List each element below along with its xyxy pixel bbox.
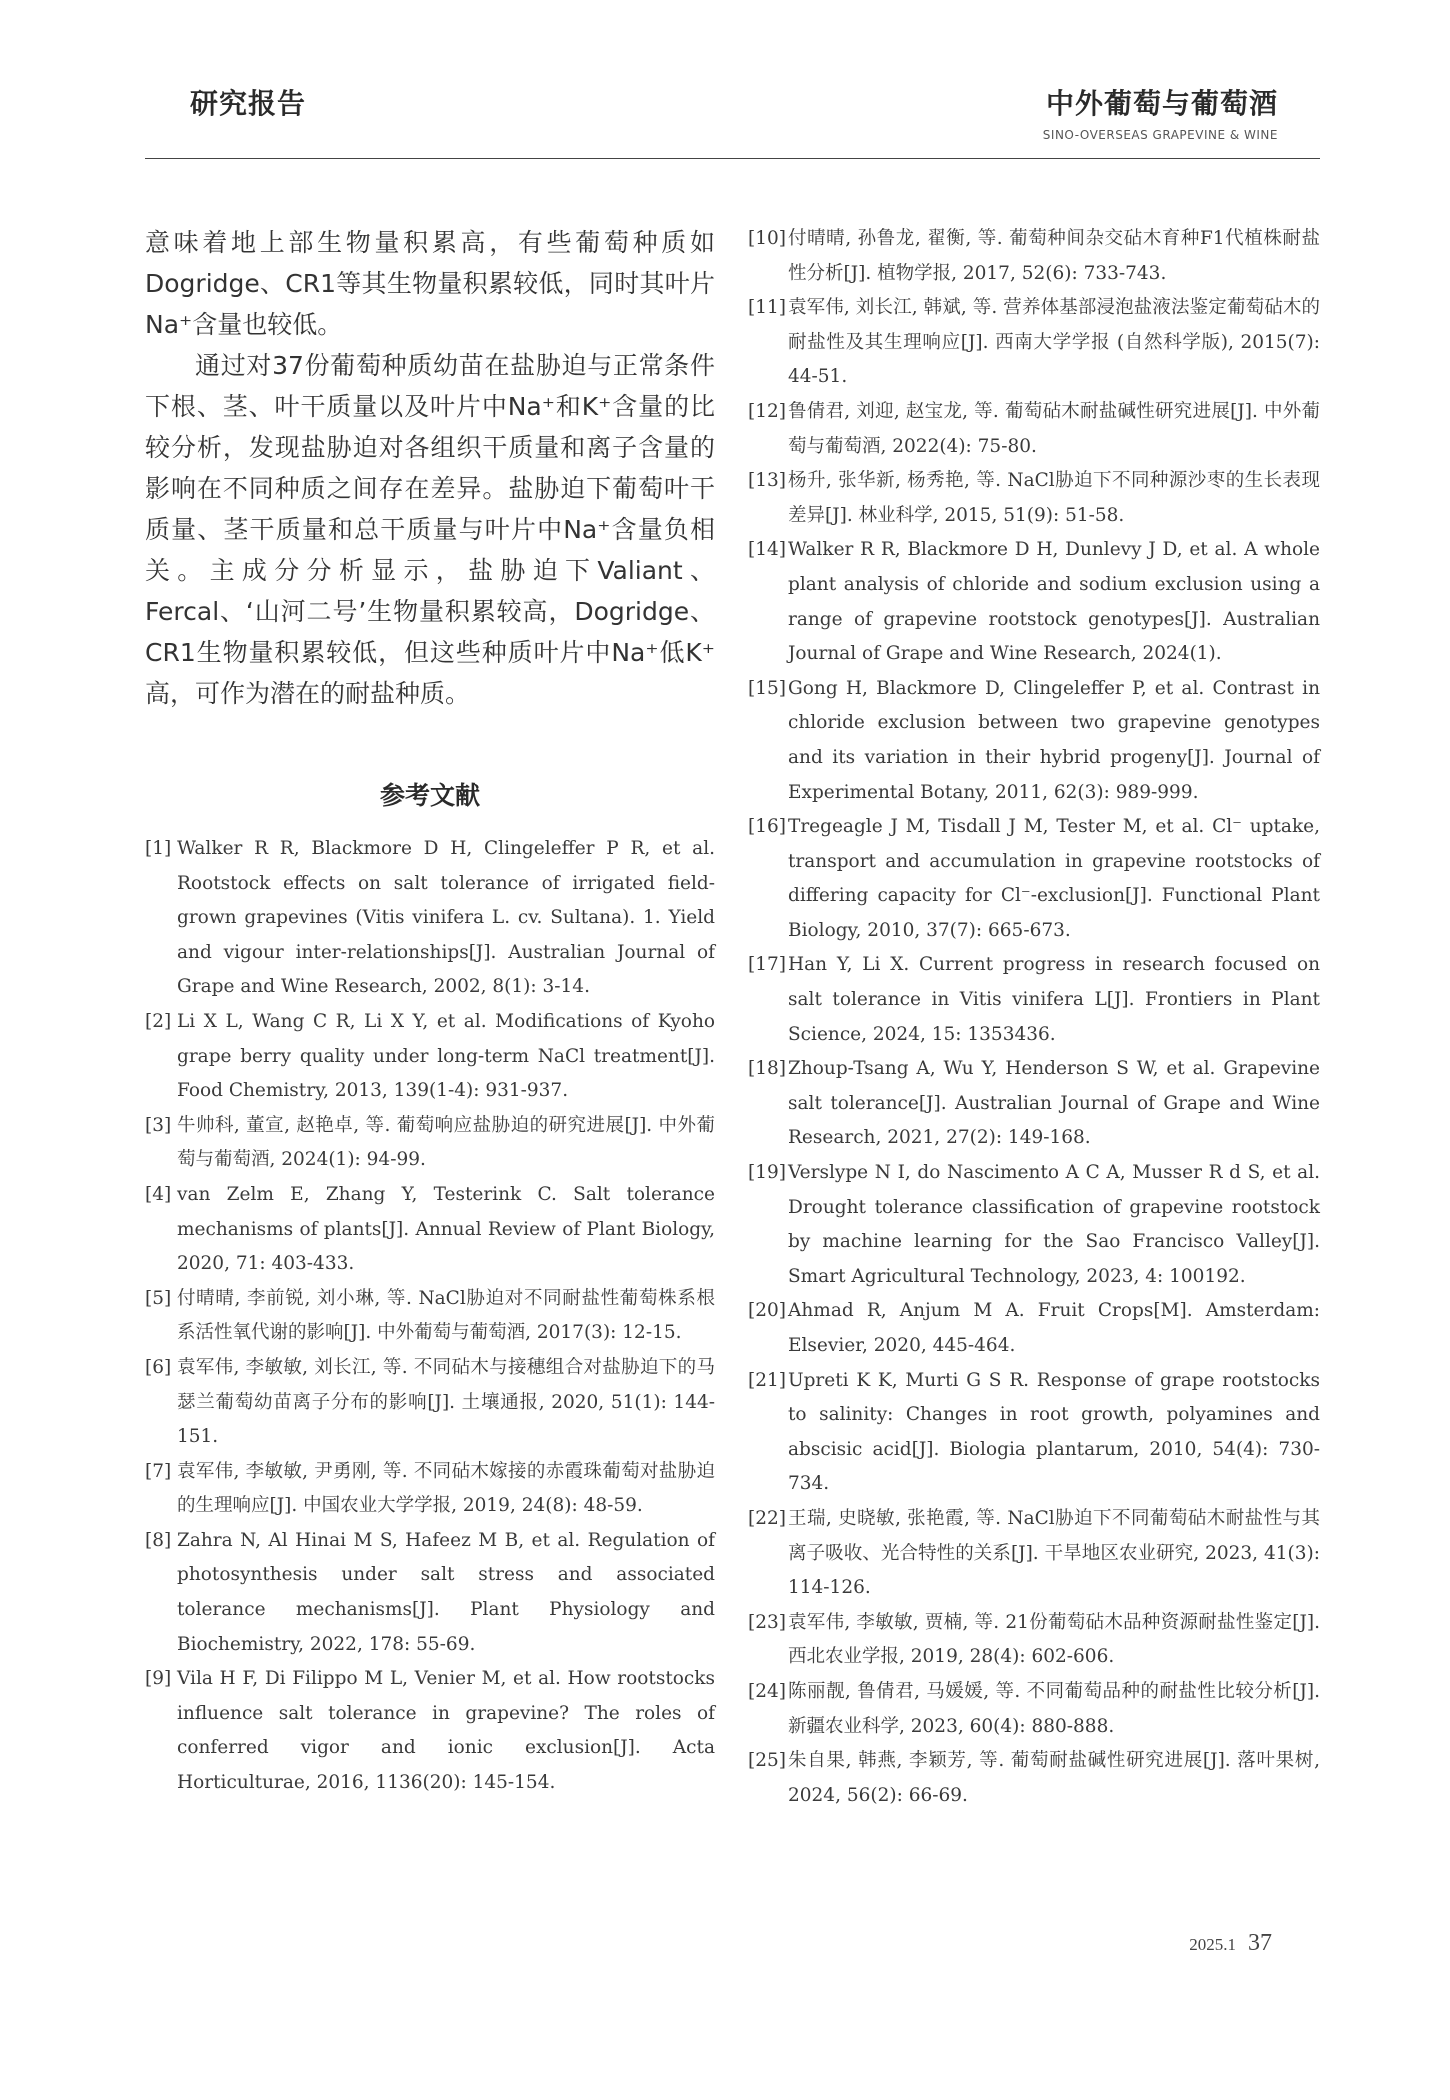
reference-number: [24]: [748, 1680, 786, 1702]
reference-text: Zhoup-Tsang A, Wu Y, Henderson S W, et al. Grapevine salt tolerance[J]. Australian Journal of Grape and Wine Research, 2021, 27(2): 149-168.: [788, 1058, 1320, 1149]
reference-item: [748, 1156, 1320, 1294]
reference-number: [12]: [748, 400, 786, 422]
reference-text: Zahra N, Al Hinai M S, Hafeez M B, et al. Regulation of photosynthesis under salt stress and associated tolerance mechanisms[J]. Plant Physiology and Biochemistry, 2022, 178: 55-69.: [177, 1529, 715, 1655]
reference-text: 袁军伟, 李敏敏, 贾楠, 等. 21份葡萄砧木品种资源耐盐性鉴定[J]. 西北农业学报, 2019, 28(4): 602-606.: [788, 1611, 1320, 1668]
reference-number: [18]: [748, 1058, 786, 1080]
references-heading: 参考文献: [379, 781, 480, 810]
reference-number: [22]: [748, 1507, 786, 1529]
issue-label: 2025.1: [1189, 1935, 1236, 1954]
reference-item: [748, 1052, 1320, 1156]
reference-number: [13]: [748, 470, 786, 492]
reference-text: 付晴晴, 李前锐, 刘小琳, 等. NaCl胁迫对不同耐盐性葡萄株系根系活性氧代谢的影响[J]. 中外葡萄与葡萄酒, 2017(3): 12-15.: [177, 1287, 715, 1344]
reference-text: 朱自果, 韩燕, 李颖芳, 等. 葡萄耐盐碱性研究进展[J]. 落叶果树, 2024, 56(2): 66-69.: [788, 1750, 1320, 1806]
left-column: [145, 222, 715, 1801]
reference-number: [21]: [748, 1369, 786, 1391]
reference-item: [145, 1662, 715, 1800]
reference-item: [748, 672, 1320, 810]
references-list-left: [145, 832, 715, 1801]
reference-text: Verslype N I, do Nascimento A C A, Musser R d S, et al. Drought tolerance classification of grapevine rootstock by machine learning for the Sao Francisco Valley[J]. Smart Agricultural Technology, 2023, 4: 100192.: [788, 1162, 1320, 1287]
reference-number: [6]: [145, 1356, 172, 1378]
reference-number: [10]: [748, 228, 786, 249]
reference-item: [748, 1744, 1320, 1813]
reference-item: [145, 1524, 715, 1662]
reference-text: Gong H, Blackmore D, Clingeleffer P, et al. Contrast in chloride exclusion between two grapevine genotypes and its variation in their hybrid progeny[J]. Journal of Experimental Botany, 2011, 62(3): 989-999.: [788, 677, 1320, 803]
reference-text: 袁军伟, 李敏敏, 尹勇刚, 等. 不同砧木嫁接的赤霞珠葡萄对盐胁迫的生理响应[J]. 中国农业大学学报, 2019, 24(8): 48-59.: [177, 1460, 715, 1517]
reference-number: [2]: [145, 1010, 172, 1032]
references-list-right: [748, 222, 1320, 1813]
reference-number: [4]: [145, 1183, 172, 1205]
reference-item: [748, 1606, 1320, 1675]
page-number: 37: [1248, 1930, 1272, 1956]
reference-item: [145, 1178, 715, 1282]
reference-number: [3]: [145, 1114, 172, 1136]
reference-text: 王瑞, 史晓敏, 张艳霞, 等. NaCl胁迫下不同葡萄砧木耐盐性与其离子吸收、光合特性的关系[J]. 干旱地区农业研究, 2023, 41(3): 114-126.: [788, 1507, 1320, 1599]
reference-text: Han Y, Li X. Current progress in research focused on salt tolerance in Vitis vinifera L[J]. Frontiers in Plant Science, 2024, 15: 1353436.: [788, 954, 1320, 1045]
reference-item: [748, 1675, 1320, 1744]
reference-item: [748, 1294, 1320, 1363]
reference-item: [145, 1282, 715, 1351]
reference-number: [19]: [748, 1162, 786, 1184]
reference-item: [145, 1109, 715, 1178]
reference-text: Li X L, Wang C R, Li X Y, et al. Modifications of Kyoho grape berry quality under long-term NaCl treatment[J]. Food Chemistry, 2013, 139(1-4): 931-937.: [177, 1010, 715, 1102]
reference-text: 鲁倩君, 刘迎, 赵宝龙, 等. 葡萄砧木耐盐碱性研究进展[J]. 中外葡萄与葡萄酒, 2022(4): 75-80.: [788, 400, 1320, 457]
reference-item: [748, 1364, 1320, 1502]
section-label: 研究报告: [190, 87, 307, 120]
reference-number: [8]: [145, 1529, 172, 1551]
reference-text: Ahmad R, Anjum M A. Fruit Crops[M]. Amsterdam: Elsevier, 2020, 445-464.: [788, 1300, 1320, 1356]
reference-text: 袁军伟, 李敏敏, 刘长江, 等. 不同砧木与接穗组合对盐胁迫下的马瑟兰葡萄幼苗离子分布的影响[J]. 土壤通报, 2020, 51(1): 144-151.: [177, 1356, 715, 1448]
reference-text: Walker R R, Blackmore D H, Dunlevy J D, et al. A whole plant analysis of chloride and sodium exclusion using a range of grapevine rootstock genotypes[J]. Australian Journal of Grape and Wine Research, 2024(1).: [788, 539, 1320, 665]
reference-number: [16]: [748, 816, 786, 838]
reference-item: [748, 395, 1320, 464]
page-footer: [1189, 1930, 1272, 1957]
reference-item: [145, 1455, 715, 1524]
reference-number: [15]: [748, 677, 786, 699]
reference-number: [5]: [145, 1287, 172, 1309]
header-divider: [145, 158, 1320, 159]
reference-number: [1]: [145, 838, 172, 859]
reference-item: [145, 1005, 715, 1109]
reference-item: [748, 464, 1320, 533]
reference-text: 袁军伟, 刘长江, 韩斌, 等. 营养体基部浸泡盐液法鉴定葡萄砧木的耐盐性及其生理响应[J]. 西南大学学报 (自然科学版), 2015(7): 44-51.: [788, 297, 1320, 388]
reference-text: Walker R R, Blackmore D H, Clingeleffer P R, et al. Rootstock effects on salt tolerance of irrigated field-grown grapevines (Vitis vinifera L. cv. Sultana). 1. Yield and vigour inter-relationships[J]. Australian Journal of Grape and Wine Research, 2002, 8(1): 3-14.: [177, 838, 715, 998]
reference-item: [145, 1351, 715, 1455]
reference-item: [145, 832, 715, 1005]
reference-item: [748, 810, 1320, 948]
reference-number: [11]: [748, 297, 786, 319]
reference-text: 付晴晴, 孙鲁龙, 翟衡, 等. 葡萄种间杂交砧木育种F1代植株耐盐性分析[J]. 植物学报, 2017, 52(6): 733-743.: [788, 228, 1320, 284]
journal-title-en: SINO-OVERSEAS GRAPEVINE & WINE: [1042, 128, 1278, 142]
reference-number: [23]: [748, 1611, 786, 1633]
reference-item: [748, 291, 1320, 395]
reference-number: [9]: [145, 1668, 172, 1690]
body-paragraph: 意味着地上部生物量积累高，有些葡萄种质如Dogridge、CR1等其生物量积累较低，同时其叶片Na⁺含量也较低。: [145, 228, 715, 339]
right-column: [748, 222, 1320, 1813]
reference-item: [748, 948, 1320, 1052]
reference-text: 牛帅科, 董宣, 赵艳卓, 等. 葡萄响应盐胁迫的研究进展[J]. 中外葡萄与葡萄酒, 2024(1): 94-99.: [177, 1114, 715, 1171]
reference-item: [748, 222, 1320, 291]
reference-text: 杨升, 张华新, 杨秀艳, 等. NaCl胁迫下不同种源沙枣的生长表现差异[J]. 林业科学, 2015, 51(9): 51-58.: [788, 470, 1320, 526]
body-paragraph: 通过对37份葡萄种质幼苗在盐胁迫与正常条件下根、茎、叶干质量以及叶片中Na⁺和K⁺含量的比较分析，发现盐胁迫对各组织干质量和离子含量的影响在不同种质之间存在差异。盐胁迫下葡萄叶干质量、茎干质量和总干质量与叶片中Na⁺含量负相关。主成分分析显示，盐胁迫下Valiant、Fercal、‘山河二号’生物量积累较高，Dogridge、CR1生物量积累较低，但这些种质叶片中Na⁺低K⁺高，可作为潜在的耐盐种质。: [145, 351, 715, 708]
reference-item: [748, 1502, 1320, 1606]
reference-text: van Zelm E, Zhang Y, Testerink C. Salt tolerance mechanisms of plants[J]. Annual Review of Plant Biology, 2020, 71: 403-433.: [177, 1183, 715, 1275]
reference-text: Tregeagle J M, Tisdall J M, Tester M, et al. Cl⁻ uptake, transport and accumulation in grapevine rootstocks of differing capacity for Cl⁻-exclusion[J]. Functional Plant Biology, 2010, 37(7): 665-673.: [788, 816, 1320, 941]
reference-number: [14]: [748, 539, 786, 561]
journal-header: [1043, 82, 1278, 142]
reference-number: [20]: [748, 1300, 786, 1322]
reference-text: Vila H F, Di Filippo M L, Venier M, et al. How rootstocks influence salt tolerance in grapevine? The roles of conferred vigor and ionic exclusion[J]. Acta Horticulturae, 2016, 1136(20): 145-154.: [177, 1668, 715, 1794]
journal-title-cn: 中外葡萄与葡萄酒: [1045, 87, 1278, 120]
reference-number: [17]: [748, 954, 786, 976]
reference-text: 陈丽靓, 鲁倩君, 马媛媛, 等. 不同葡萄品种的耐盐性比较分析[J]. 新疆农业科学, 2023, 60(4): 880-888.: [788, 1680, 1320, 1737]
reference-item: [748, 533, 1320, 671]
reference-text: Upreti K K, Murti G S R. Response of grape rootstocks to salinity: Changes in root growth, polyamines and abscisic acid[J]. Biologia plantarum, 2010, 54(4): 730-734.: [788, 1369, 1320, 1495]
reference-number: [7]: [145, 1460, 172, 1482]
reference-number: [25]: [748, 1750, 786, 1772]
